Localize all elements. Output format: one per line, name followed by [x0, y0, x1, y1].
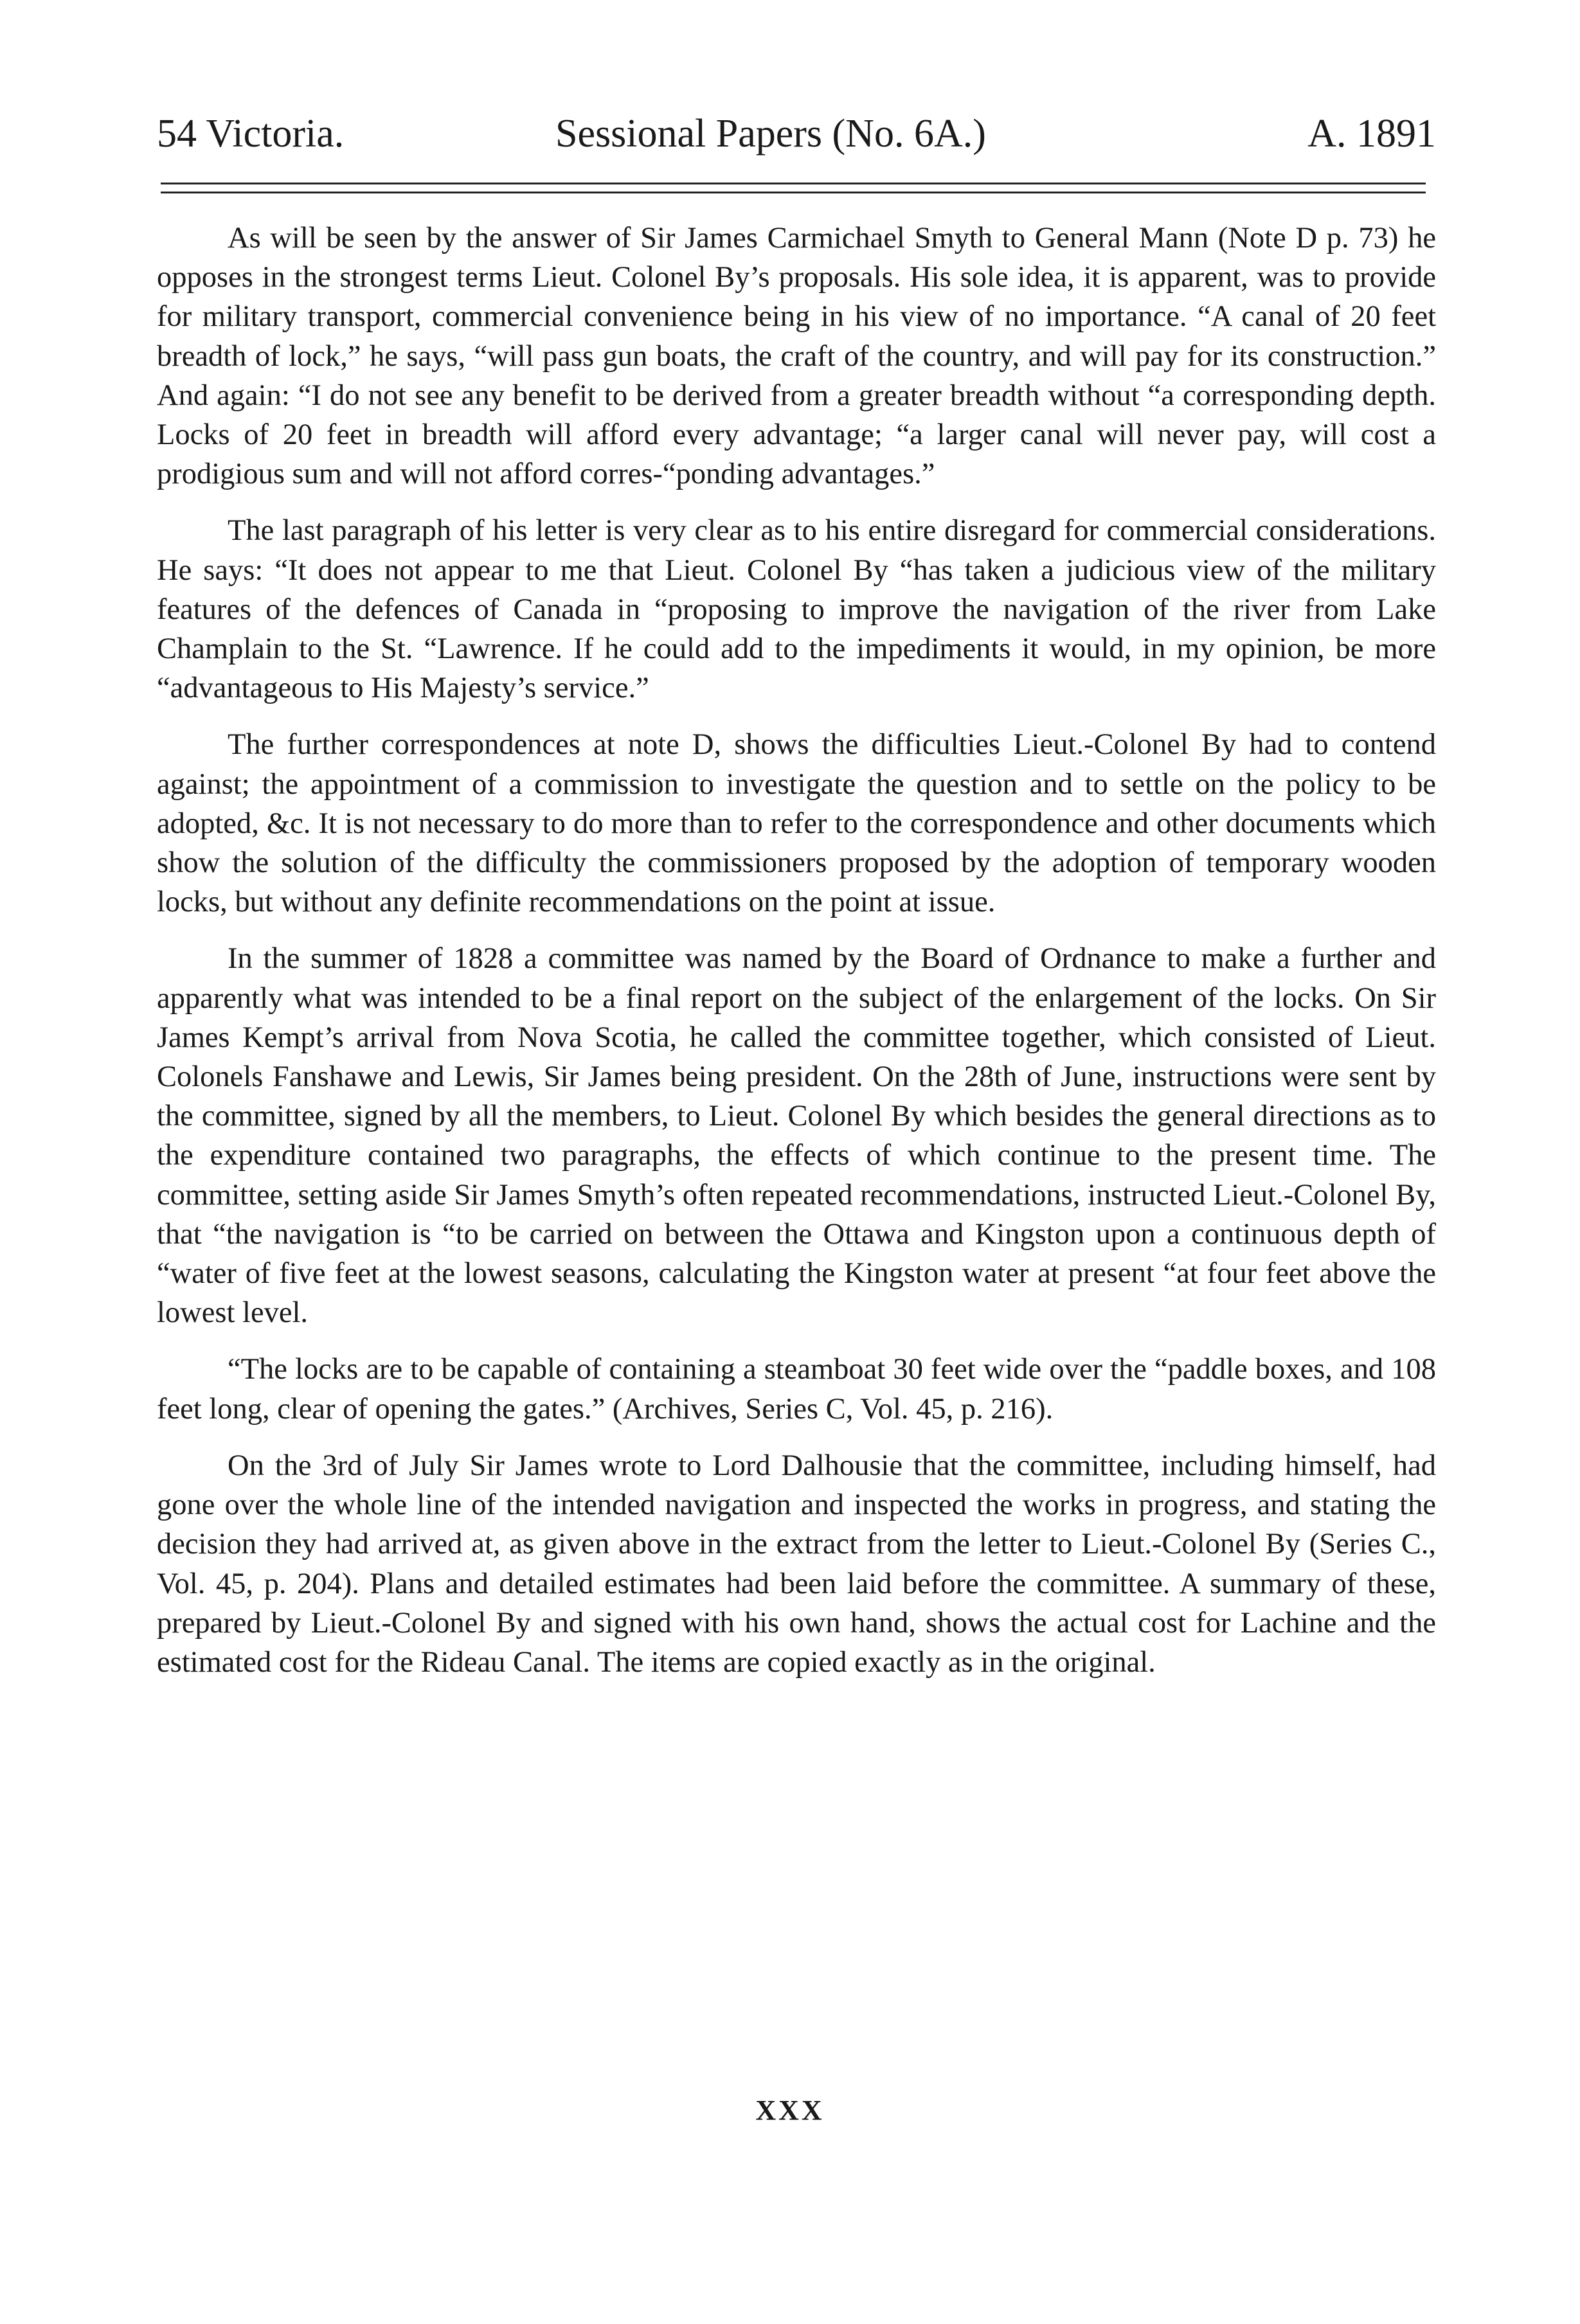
- header-year: A. 1891: [1307, 112, 1436, 156]
- paragraph-6: On the 3rd of July Sir James wrote to Lord Dalhousie that the committee, including himself, had gone over the whole line of the intended navigation and inspected the works in progress, and stating the decision they had arrived at, as given above in the extract from the letter to Lieut.-Colonel By (Series C., Vol. 45, p. 204). Plans and detailed estimates had been laid before the committee. A summary of these, prepared by Lieut.-Colonel By and signed with his own hand, shows the actual cost for Lachine and the estimated cost for the Rideau Canal. The items are copied exactly as in the original.: [157, 1449, 1436, 1679]
- running-header: [157, 108, 1436, 159]
- paragraph-3: The further correspondences at note D, shows the difficulties Lieut.-Colonel By had to contend against; the appointment of a commission to investigate the question and to settle on the policy to be adopted, &c. It is not necessary to do more than to refer to the correspondence and other documents which show the solution of the difficulty the commissioners proposed by the adoption of temporary wooden locks, but without any definite recommendations on the point at issue.: [157, 728, 1436, 919]
- paragraph-1: As will be seen by the answer of Sir James Carmichael Smyth to General Mann (Note D p. 73) he opposes in the strongest terms Lieut. Colonel By’s proposals. His sole idea, it is apparent, was to provide for military transport, commercial convenience being in his view of no importance. “A canal of 20 feet breadth of lock,” he says, “will pass gun boats, the craft of the country, and will pay for its construction.” And again: “I do not see any benefit to be derived from a greater breadth without “a corresponding depth. Locks of 20 feet in breadth will afford every advantage; “a larger canal will never pay, will cost a prodigious sum and will not afford corres-“ponding advantages.”: [157, 222, 1436, 491]
- header-rule-top: [161, 183, 1426, 184]
- header-session: 54 Victoria.: [157, 112, 345, 156]
- paragraph-4: In the summer of 1828 a committee was named by the Board of Ordnance to make a further and apparently what was intended to be a final report on the subject of the enlargement of the locks. On Sir James Kempt’s arrival from Nova Scotia, he called the committee together, which consisted of Lieut. Colonels Fanshawe and Lewis, Sir James being president. On the 28th of June, instructions were sent by the committee, signed by all the members, to Lieut. Colonel By which besides the general directions as to the expenditure contained two paragraphs, the effects of which continue to the present time. The committee, setting aside Sir James Smyth’s often repeated recommendations, instructed Lieut.-Colonel By, that “the navigation is “to be carried on between the Ottawa and Kingston upon a continuous depth of “water of five feet at the lowest seasons, calculating the Kingston water at present “at four feet above the lowest level.: [157, 942, 1436, 1330]
- paragraph-2: The last paragraph of his letter is very clear as to his entire disregard for commercial considerations. He says: “It does not appear to me that Lieut. Colonel By “has taken a judicious view of the military features of the defences of Canada in “proposing to improve the navigation of the river from Lake Champlain to the St. “Lawrence. If he could add to the impediments it would, in my opinion, be more “advantageous to His Majesty’s service.”: [157, 514, 1436, 705]
- header-title: Sessional Papers (No. 6A.): [555, 112, 986, 156]
- body-text: [157, 219, 1436, 1699]
- page-number: XXX: [755, 2095, 825, 2126]
- paragraph-5: “The locks are to be capable of containing a steamboat 30 feet wide over the “paddle boxes, and 108 feet long, clear of opening the gates.” (Archives, Series C, Vol. 45, p. 216).: [157, 1353, 1436, 1426]
- header-rule-bottom: [161, 192, 1426, 193]
